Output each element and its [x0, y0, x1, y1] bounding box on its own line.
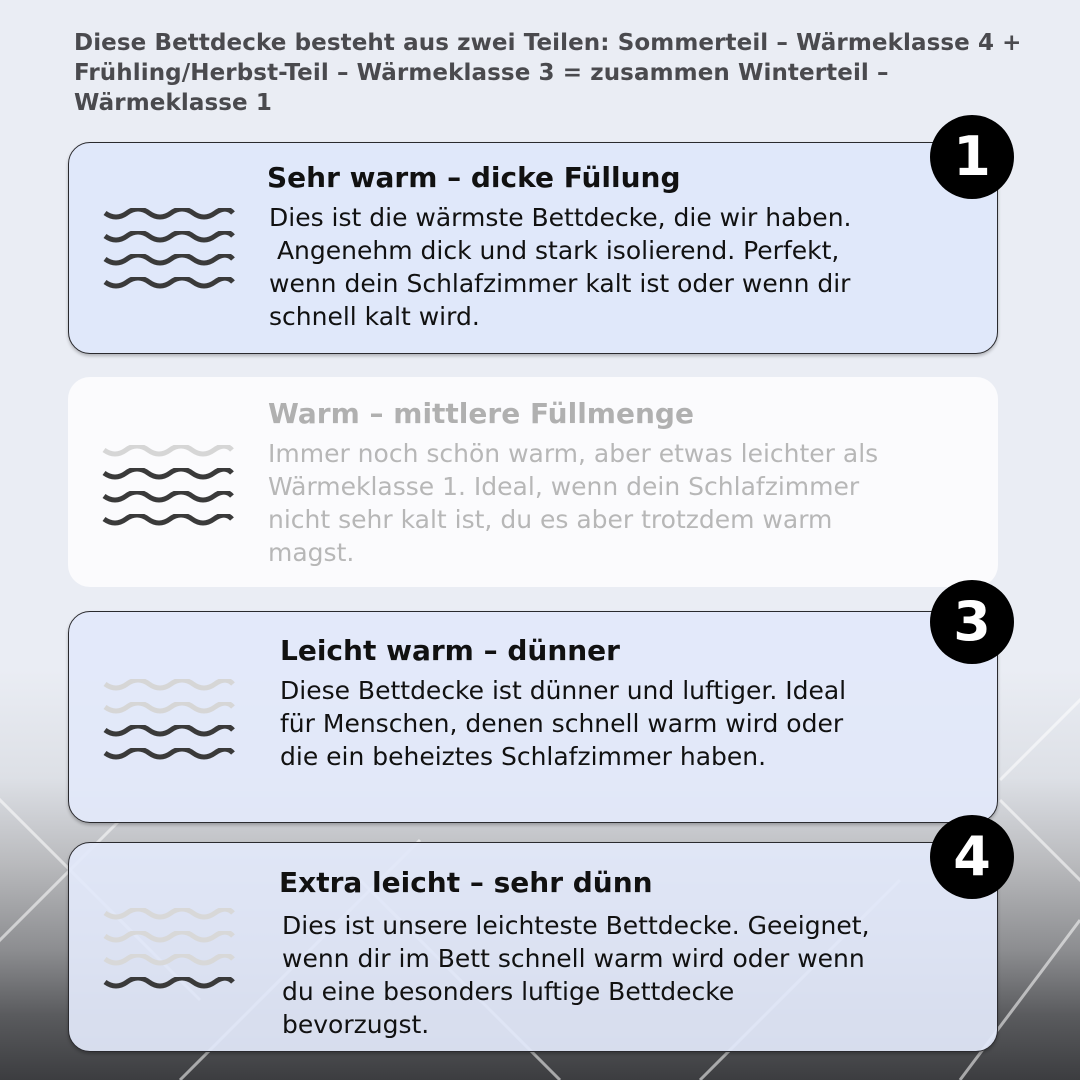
description-line: du eine besonders luftige Bettdecke — [282, 977, 735, 1006]
warmth-card-1 — [68, 142, 998, 354]
wave-line-icon — [103, 931, 235, 945]
description-line: wenn dein Schlafzimmer kalt ist oder wenn dir — [269, 269, 851, 298]
wave-line-icon — [102, 491, 234, 505]
card-description — [268, 437, 988, 569]
card-title: Extra leicht – sehr dünn — [279, 866, 653, 899]
wave-line-icon — [103, 725, 235, 739]
badge-number-3: 3 — [930, 580, 1014, 664]
description-line: die ein beheiztes Schlafzimmer haben. — [280, 742, 767, 771]
card-description — [269, 201, 969, 333]
wave-icon-warmth-1 — [103, 908, 235, 1000]
card-description — [280, 674, 980, 773]
wave-icon-warmth-3 — [102, 445, 234, 537]
description-line: magst. — [268, 538, 355, 567]
description-line: Wärmeklasse 1. Ideal, wenn dein Schlafzimmer — [268, 472, 860, 501]
warmth-card-4 — [68, 842, 998, 1052]
warmth-card-3 — [68, 611, 998, 823]
description-line: bevorzugst. — [282, 1010, 430, 1039]
description-line: für Menschen, denen schnell warm wird oder — [280, 709, 844, 738]
description-line: Immer noch schön warm, aber etwas leichter als — [268, 439, 879, 468]
card-title: Leicht warm – dünner — [280, 634, 620, 667]
warmth-card-2 — [68, 377, 998, 587]
wave-line-icon — [103, 908, 235, 922]
wave-line-icon — [103, 231, 235, 245]
intro-text: Diese Bettdecke besteht aus zwei Teilen: Sommerteil – Wärmeklasse 4 + Frühling/Herbst-Teil – Wärmeklasse 3 = zusammen Winterteil – Wärmeklasse 1 — [74, 30, 1022, 116]
wave-icon-warmth-2 — [103, 679, 235, 771]
wave-line-icon — [102, 468, 234, 482]
badge-number-4: 4 — [930, 815, 1014, 899]
description-line: Dies ist unsere leichteste Bettdecke. Geeignet, — [282, 911, 870, 940]
wave-line-icon — [103, 748, 235, 762]
description-line: nicht sehr kalt ist, du es aber trotzdem warm — [268, 505, 833, 534]
wave-line-icon — [103, 277, 235, 291]
card-title: Sehr warm – dicke Füllung — [267, 161, 681, 194]
wave-line-icon — [103, 208, 235, 222]
card-title: Warm – mittlere Füllmenge — [268, 397, 694, 430]
wave-line-icon — [103, 254, 235, 268]
wave-line-icon — [103, 702, 235, 716]
card-description — [282, 909, 982, 1041]
wave-line-icon — [102, 445, 234, 459]
description-line: Diese Bettdecke ist dünner und luftiger. Ideal — [280, 676, 847, 705]
description-line: Angenehm dick und stark isolierend. Perfekt, — [269, 236, 840, 265]
description-line: Dies ist die wärmste Bettdecke, die wir haben. — [269, 203, 852, 232]
wave-icon-warmth-4 — [103, 208, 235, 300]
badge-number-1: 1 — [930, 115, 1014, 199]
description-line: schnell kalt wird. — [269, 302, 480, 331]
description-line: wenn dir im Bett schnell warm wird oder wenn — [282, 944, 865, 973]
wave-line-icon — [103, 679, 235, 693]
wave-line-icon — [103, 977, 235, 991]
wave-line-icon — [102, 514, 234, 528]
wave-line-icon — [103, 954, 235, 968]
